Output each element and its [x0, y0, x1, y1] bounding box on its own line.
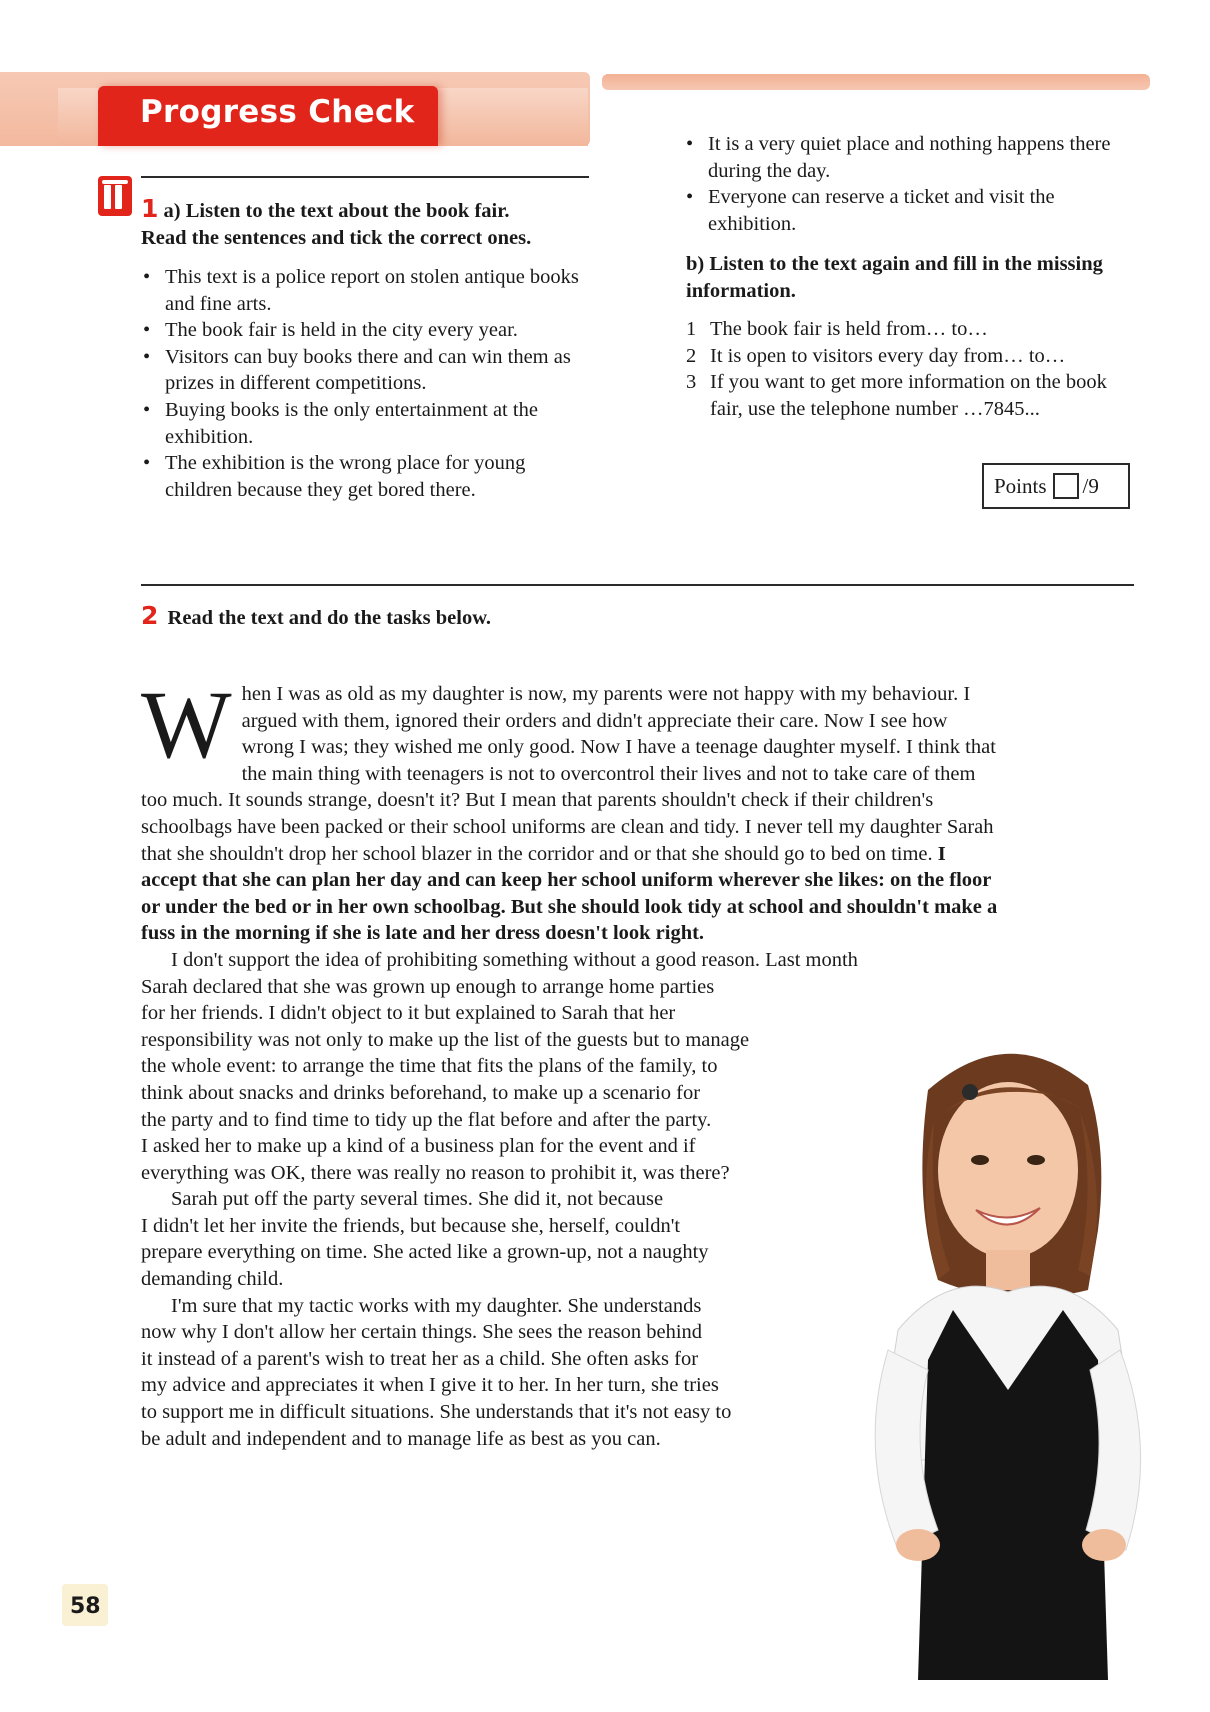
gap-item: 2 It is open to visitors every day from… to…	[686, 344, 1066, 367]
points-box	[982, 463, 1130, 509]
bold-passage: I accept that she can plan her day and can keep her school uniform wherever she likes: on the floor or under the bed or in her own schoolbag. But she should look tidy at school and shouldn't make a fuss in the morning if she is late and her dress doesn't look right.	[141, 842, 998, 945]
task1-heading	[141, 196, 611, 251]
audio-track-icon	[98, 176, 132, 216]
gap-item: 3 If you want to get more information on the book fair, use the telephone number …7845...	[686, 371, 1107, 420]
statement-item: • The exhibition is the wrong place for young children because they get bored there.	[141, 450, 591, 503]
task1-instruction-a-line1: a) Listen to the text about the book fair.	[163, 200, 510, 222]
statement-item: • It is a very quiet place and nothing happens there during the day.	[684, 131, 1144, 184]
reading-paragraph-1: When I was as old as my daughter is now, my parents were not happy with my behaviour. I argued with them, ignored their orders and didn't appreciate their care. Now I see how wrong I was; they wished me only good. Now I have a teenage daughter myself. I think that the main thing with teenagers is not to overcontrol their lives and not to take care of them too much. It sounds strange, doesn't it? But I mean that parents shouldn't check if their children's schoolbags have been packed or their school uniforms are clean and tidy. I never tell my daughter Sarah that she shouldn't drop her school blazer in the corridor and or that she should go to bed on time. I accept that she can plan her day and can keep her school uniform wherever she likes: on the floor or under the bed or in her own schoolbag. But she should look tidy at school and shouldn't make a fuss in the morning if she is late and her dress doesn't look right.	[141, 671, 998, 945]
girl-photo	[858, 1030, 1158, 1680]
task2-number: 2	[141, 601, 159, 630]
task1-instruction-a-line2: Read the sentences and tick the correct ones.	[141, 226, 532, 249]
page-number: 58	[70, 1594, 101, 1619]
statement-item: • Everyone can reserve a ticket and visit the exhibition.	[684, 184, 1144, 237]
statement-item: • This text is a police report on stolen antique books and fine arts.	[141, 264, 591, 317]
points-label: Points	[994, 473, 1047, 498]
points-total: /9	[1082, 473, 1099, 498]
section-rule-left	[141, 176, 589, 178]
reading-paragraph-4: I'm sure that my tactic works with my daughter. She understands now why I don't allow her certain things. She sees the reason behind it instead of a parent's wish to treat her as a child. She often asks for my advice and appreciates it when I give it to her. In her turn, she tries to support me in difficult situations. She understands that it's not easy to be adult and independent and to manage life as best as you can.	[141, 1294, 732, 1450]
task2-heading	[141, 603, 841, 632]
task1-statements-left	[141, 264, 591, 503]
task2-instruction: Read the text and do the tasks below.	[167, 607, 491, 629]
gap-item: 1 The book fair is held from… to…	[686, 318, 988, 340]
points-input[interactable]	[1053, 473, 1079, 499]
section-separator	[141, 584, 1134, 586]
statement-item: • Buying books is the only entertainment at the exhibition.	[141, 397, 591, 450]
header-band-right	[602, 74, 1150, 90]
reading-paragraph-3: Sarah put off the party several times. She did it, not because I didn't let her invite the friends, but because she, herself, couldn't prepare everything on time. She acted like a grown-up, not a naughty demanding child.	[141, 1188, 709, 1291]
dropcap-letter: W	[141, 671, 232, 778]
task1-instruction-b: b) Listen to the text again and fill in the missing information.	[686, 253, 1103, 302]
task1-number: 1	[141, 194, 159, 223]
statement-item: • Visitors can buy books there and can win them as prizes in different competitions.	[141, 344, 591, 397]
task1-gaps-list	[686, 316, 1136, 422]
statement-item: • The book fair is held in the city every year.	[141, 317, 591, 344]
reading-paragraph-2: I don't support the idea of prohibiting something without a good reason. Last month Sarah declared that she was grown up enough to arrange home parties for her friends. I didn't object to it but explained to Sarah that her responsibility was not only to make up the list of the guests but to manage the whole event: to arrange the time that fits the plans of the family, to think about snacks and drinks beforehand, to make up a scenario for the party and to find time to tidy up the flat before and after the party. I asked her to make up a kind of a business plan for the event and if everything was OK, there was really no reason to prohibit it, was there?	[141, 948, 858, 1184]
page-title: Progress Check	[140, 94, 415, 130]
task1-statements-right	[684, 131, 1144, 237]
